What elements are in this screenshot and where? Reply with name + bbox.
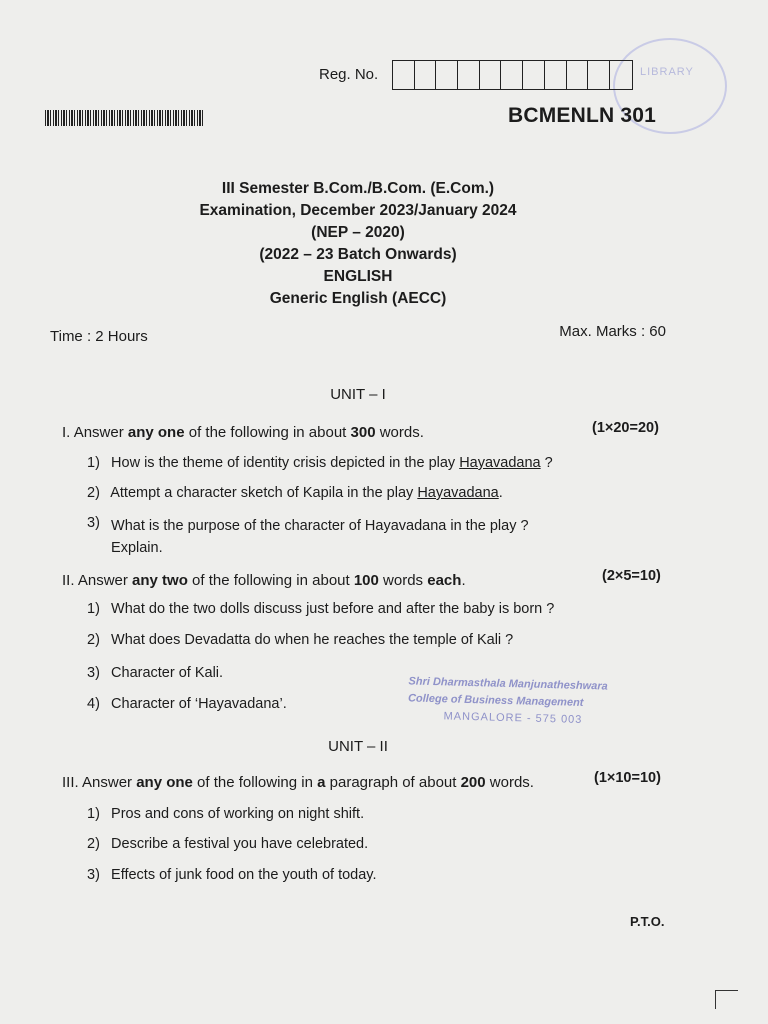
item-text: Describe a festival you have celebrated.: [111, 836, 369, 852]
item-text: ?: [540, 455, 553, 471]
question-emphasis: 200: [460, 774, 486, 791]
item-number: 2): [87, 632, 100, 648]
max-marks: Max. Marks : 60: [559, 323, 666, 340]
please-turn-over: P.T.O.: [630, 914, 665, 929]
question-emphasis: a: [317, 774, 326, 791]
reg-no-box: [588, 61, 610, 89]
item-number: 3): [87, 515, 100, 531]
time-allowed: Time : 2 Hours: [50, 328, 148, 345]
question-3-heading: [62, 774, 534, 791]
question-text: paragraph of about: [325, 774, 461, 791]
question-text: .: [461, 572, 466, 589]
question-3-item: [87, 867, 377, 883]
question-2-item: [87, 632, 513, 648]
header-semester: III Semester B.Com./B.Com. (E.Com.): [221, 180, 495, 197]
question-text: words: [378, 572, 428, 589]
question-1-item: [87, 485, 503, 501]
reg-no-box: [415, 61, 437, 89]
item-number: 3): [87, 867, 100, 883]
question-1-item: [87, 455, 553, 471]
item-text: Character of Kali.: [111, 665, 224, 681]
question-text: Answer: [73, 424, 128, 441]
barcode-image: [45, 110, 203, 126]
reg-no-box: [436, 61, 458, 89]
item-text: .: [498, 485, 503, 501]
header-course: Generic English (AECC): [269, 290, 447, 307]
seal-line: College of Business Management: [407, 692, 584, 709]
item-text: Character of ‘Hayavadana’.: [111, 696, 287, 712]
question-2-marks: (2×5=10): [602, 568, 661, 584]
library-stamp-text: LIBRARY: [640, 66, 694, 78]
item-text: Pros and cons of working on night shift.: [111, 806, 365, 822]
question-text: Answer: [82, 774, 137, 791]
question-number: I.: [62, 424, 71, 441]
question-2-heading: [62, 572, 466, 589]
question-2-item: [87, 665, 223, 681]
question-1-marks: (1×20=20): [592, 420, 659, 436]
item-number: 2): [87, 836, 100, 852]
reg-no-box: [480, 61, 502, 89]
question-text: of the following in about: [184, 424, 351, 441]
play-title: Hayavadana: [417, 485, 499, 501]
unit-2-title: UNIT – II: [328, 738, 388, 755]
item-text: What is the purpose of the character of Hayavadana in the play ?: [111, 518, 529, 534]
reg-no-boxes: [392, 60, 633, 90]
item-number: 2): [87, 485, 100, 501]
reg-no-box: [567, 61, 589, 89]
item-text: Attempt a character sketch of Kapila in the play: [110, 485, 418, 501]
question-text: of the following in about: [187, 572, 354, 589]
reg-no-box: [501, 61, 523, 89]
paper-code: BCMENLN 301: [508, 104, 657, 127]
item-text: What do the two dolls discuss just before and after the baby is born ?: [111, 601, 555, 617]
unit-1-title: UNIT – I: [330, 386, 386, 403]
item-text: How is the theme of identity crisis depicted in the play: [111, 455, 460, 471]
question-1-heading: [62, 424, 424, 441]
reg-no-box: [545, 61, 567, 89]
item-text: What does Devadatta do when he reaches the temple of Kali ?: [111, 632, 514, 648]
exam-header: [0, 178, 716, 310]
item-number: 4): [87, 696, 100, 712]
question-text: words.: [375, 424, 424, 441]
header-batch: (2022 – 23 Batch Onwards): [259, 246, 457, 263]
question-emphasis: each: [427, 572, 462, 589]
question-3-item: [87, 806, 364, 822]
question-number: II.: [62, 572, 75, 589]
item-number: 3): [87, 665, 100, 681]
item-number: 1): [87, 601, 100, 617]
reg-no-label: Reg. No.: [319, 66, 379, 83]
corner-crop-mark: [715, 990, 738, 1009]
question-emphasis: any two: [132, 572, 188, 589]
item-number: 1): [87, 806, 100, 822]
header-nep: (NEP – 2020): [311, 224, 405, 241]
question-emphasis: any one: [136, 774, 193, 791]
item-number: 1): [87, 455, 100, 471]
header-examination: Examination, December 2023/January 2024: [199, 202, 517, 219]
seal-line: Shri Dharmasthala Manjunatheshwara: [408, 675, 608, 693]
item-text: Explain.: [111, 540, 163, 556]
item-text-block: [111, 515, 529, 559]
college-seal-stamp: [407, 673, 608, 729]
play-title: Hayavadana: [459, 455, 541, 471]
question-2-item: [87, 601, 554, 617]
question-text: words.: [485, 774, 534, 791]
question-text: Answer: [77, 572, 133, 589]
question-3-item: [87, 836, 368, 852]
item-text: Effects of junk food on the youth of today.: [111, 867, 377, 883]
reg-no-box: [393, 61, 415, 89]
question-text: of the following in: [192, 774, 318, 791]
question-emphasis: 100: [353, 572, 379, 589]
question-2-item: [87, 696, 287, 712]
question-emphasis: 300: [350, 424, 376, 441]
question-1-item: [87, 515, 529, 559]
question-number: III.: [62, 774, 79, 791]
question-3-marks: (1×10=10): [594, 770, 661, 786]
reg-no-box: [458, 61, 480, 89]
reg-no-box: [610, 61, 632, 89]
reg-no-box: [523, 61, 545, 89]
question-emphasis: any one: [127, 424, 185, 441]
seal-line: MANGALORE - 575 003: [443, 710, 583, 726]
header-subject: ENGLISH: [323, 268, 393, 285]
